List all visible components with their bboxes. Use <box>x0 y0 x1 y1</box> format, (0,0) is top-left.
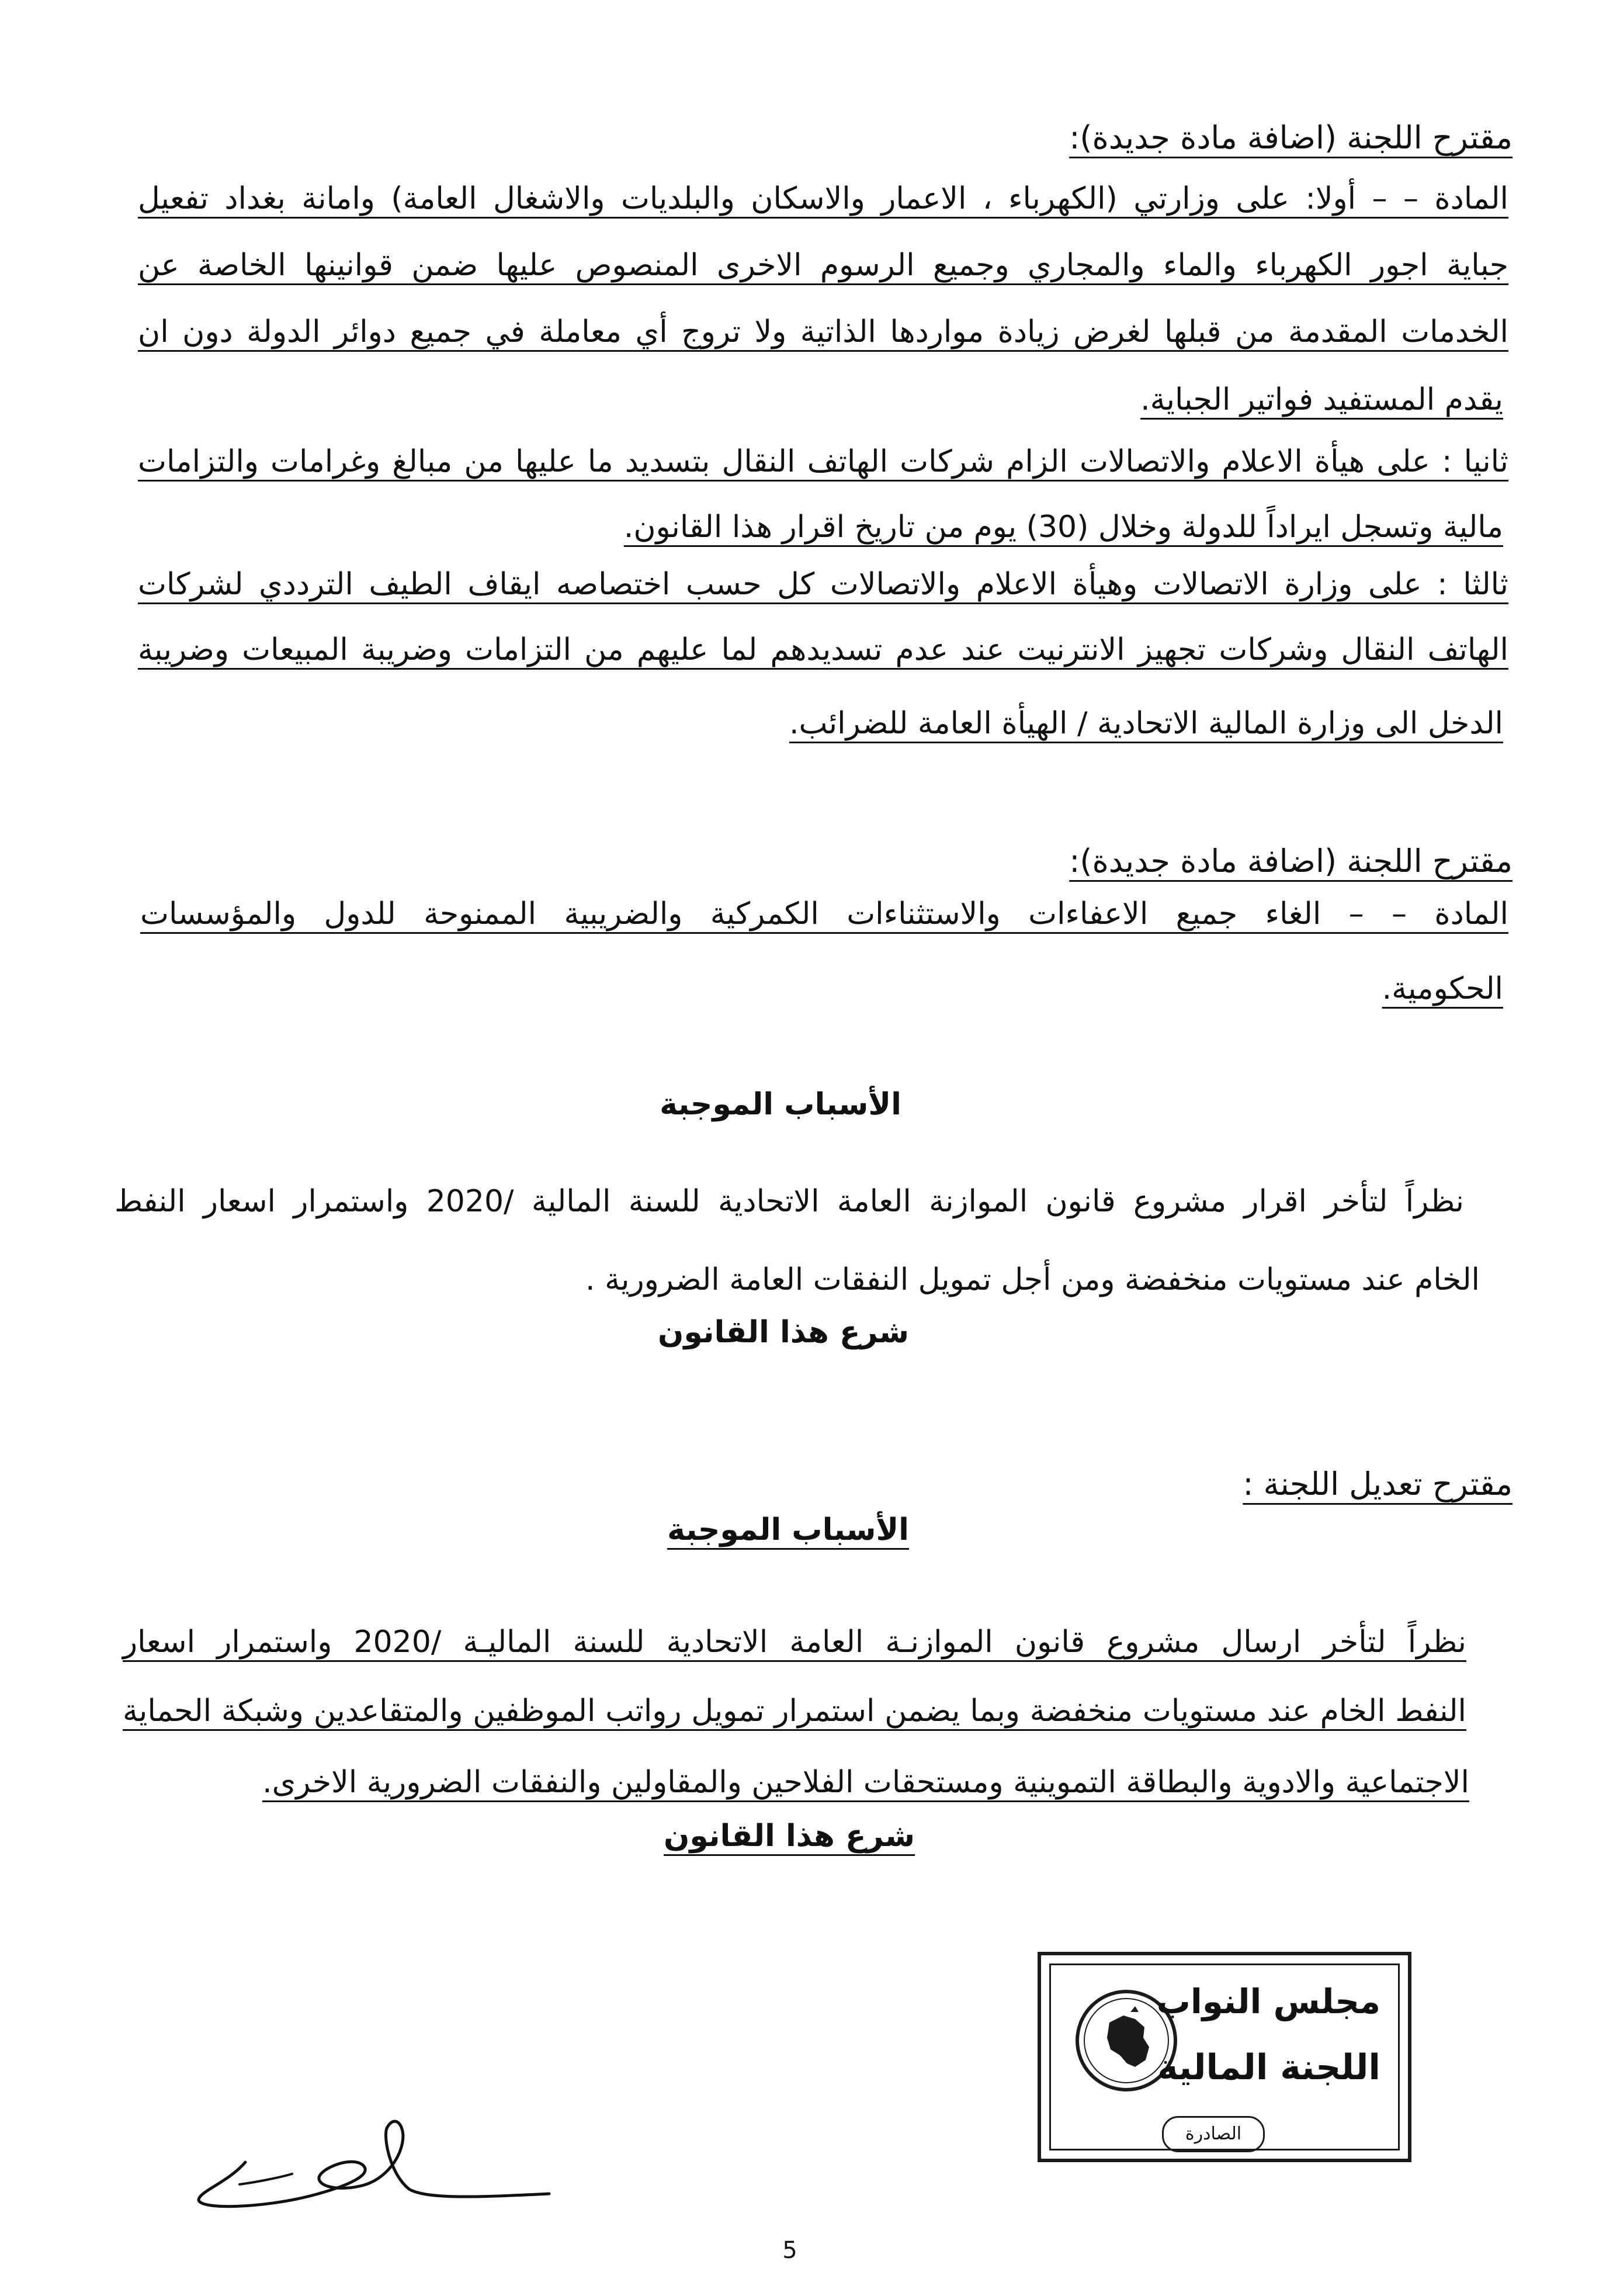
stamp-inner-border <box>1049 1963 1400 2150</box>
section3-line-3: الاجتماعية والادوية والبطاقة التموينية ومستحقات الفلاحين والمقاولين والنفقات الضرورية الاخرى. <box>262 1765 1469 1800</box>
section1-line-9: الدخل الى وزارة المالية الاتحادية / الهيأة العامة للضرائب. <box>789 706 1503 741</box>
reasons1-heading: الأسباب الموجبة <box>660 1087 901 1122</box>
section1-line-2: جباية اجور الكهرباء والماء والمجاري وجميع الرسوم الاخرى المنصوص عليها ضمن قوانينها الخاصة عن <box>138 248 1508 283</box>
section2-heading: مقترح اللجنة (اضافة مادة جديدة): <box>1069 843 1513 879</box>
section1-line-1: المادة – – أولا: على وزارتي (الكهرباء ، الاعمار والاسكان والبلديات والاشغال العامة) وامانة بغداد تفعيل <box>138 181 1508 216</box>
reasons1-line-1: نظراً لتأخر اقرار مشروع قانون الموازنة العامة الاتحادية للسنة المالية /2020 واستمرار اسعار النفط <box>115 1184 1464 1219</box>
section3-line-1: نظراً لتأخر ارسال مشروع قانون الموازنـة العامة الاتحادية للسنة الماليـة /2020 واستمرار اسعار <box>123 1625 1466 1660</box>
section3-heading: مقترح تعديل اللجنة : <box>1243 1466 1513 1502</box>
committee-stamp <box>1038 1952 1411 2162</box>
section2-line-1: المادة – – الغاء جميع الاعفاءات والاستثناءات الكمركية والضريبية الممنوحة للدول والمؤسسات <box>140 896 1508 931</box>
reasons1-closing: شرع هذا القانون <box>658 1315 909 1350</box>
stamp-committee-name: اللجنة المالية <box>1157 2047 1380 2088</box>
handwritten-signature <box>175 2075 555 2215</box>
section3-line-2: النفط الخام عند مستويات منخفضة وبما يضمن استمرار تمويل رواتب الموظفين والمتقاعدين وشبكة الحماية <box>123 1694 1466 1729</box>
section1-line-3: الخدمات المقدمة من قبلها لغرض زيادة مواردها الذاتية ولا تروج أي معاملة في جميع دوائر الدولة دون ان <box>138 314 1508 349</box>
section1-line-7: ثالثا : على وزارة الاتصالات وهيأة الاعلام والاتصالات كل حسب اختصاصه ايقاف الطيف الترددي لشركات <box>138 567 1508 602</box>
section3-reasons-heading: الأسباب الموجبة <box>667 1512 909 1547</box>
page-number: 5 <box>782 2237 797 2264</box>
stamp-outgoing-badge: الصادرة <box>1162 2116 1265 2152</box>
section3-closing: شرع هذا القانون <box>664 1819 915 1854</box>
stamp-council-name: مجلس النواب <box>1156 1982 1380 2021</box>
section1-heading: مقترح اللجنة (اضافة مادة جديدة): <box>1069 119 1513 156</box>
section2-line-2: الحكومية. <box>1382 971 1503 1006</box>
reasons1-line-2: الخام عند مستويات منخفضة ومن أجل تمويل النفقات العامة الضرورية . <box>585 1262 1480 1297</box>
section1-line-4: يقدم المستفيد فواتير الجباية. <box>1140 382 1503 417</box>
section1-line-8: الهاتف النقال وشركات تجهيز الانترنيت عند عدم تسديدهم لما عليهم من التزامات وضريبة المبيعات وضريبة <box>138 632 1508 667</box>
section1-line-5: ثانيا : على هيأة الاعلام والاتصالات الزام شركات الهاتف النقال بتسديد ما عليها من مبالغ وغرامات والتزامات <box>138 444 1508 479</box>
section1-line-6: مالية وتسجل ايراداً للدولة وخلال (30) يوم من تاريخ اقرار هذا القانون. <box>623 510 1503 545</box>
